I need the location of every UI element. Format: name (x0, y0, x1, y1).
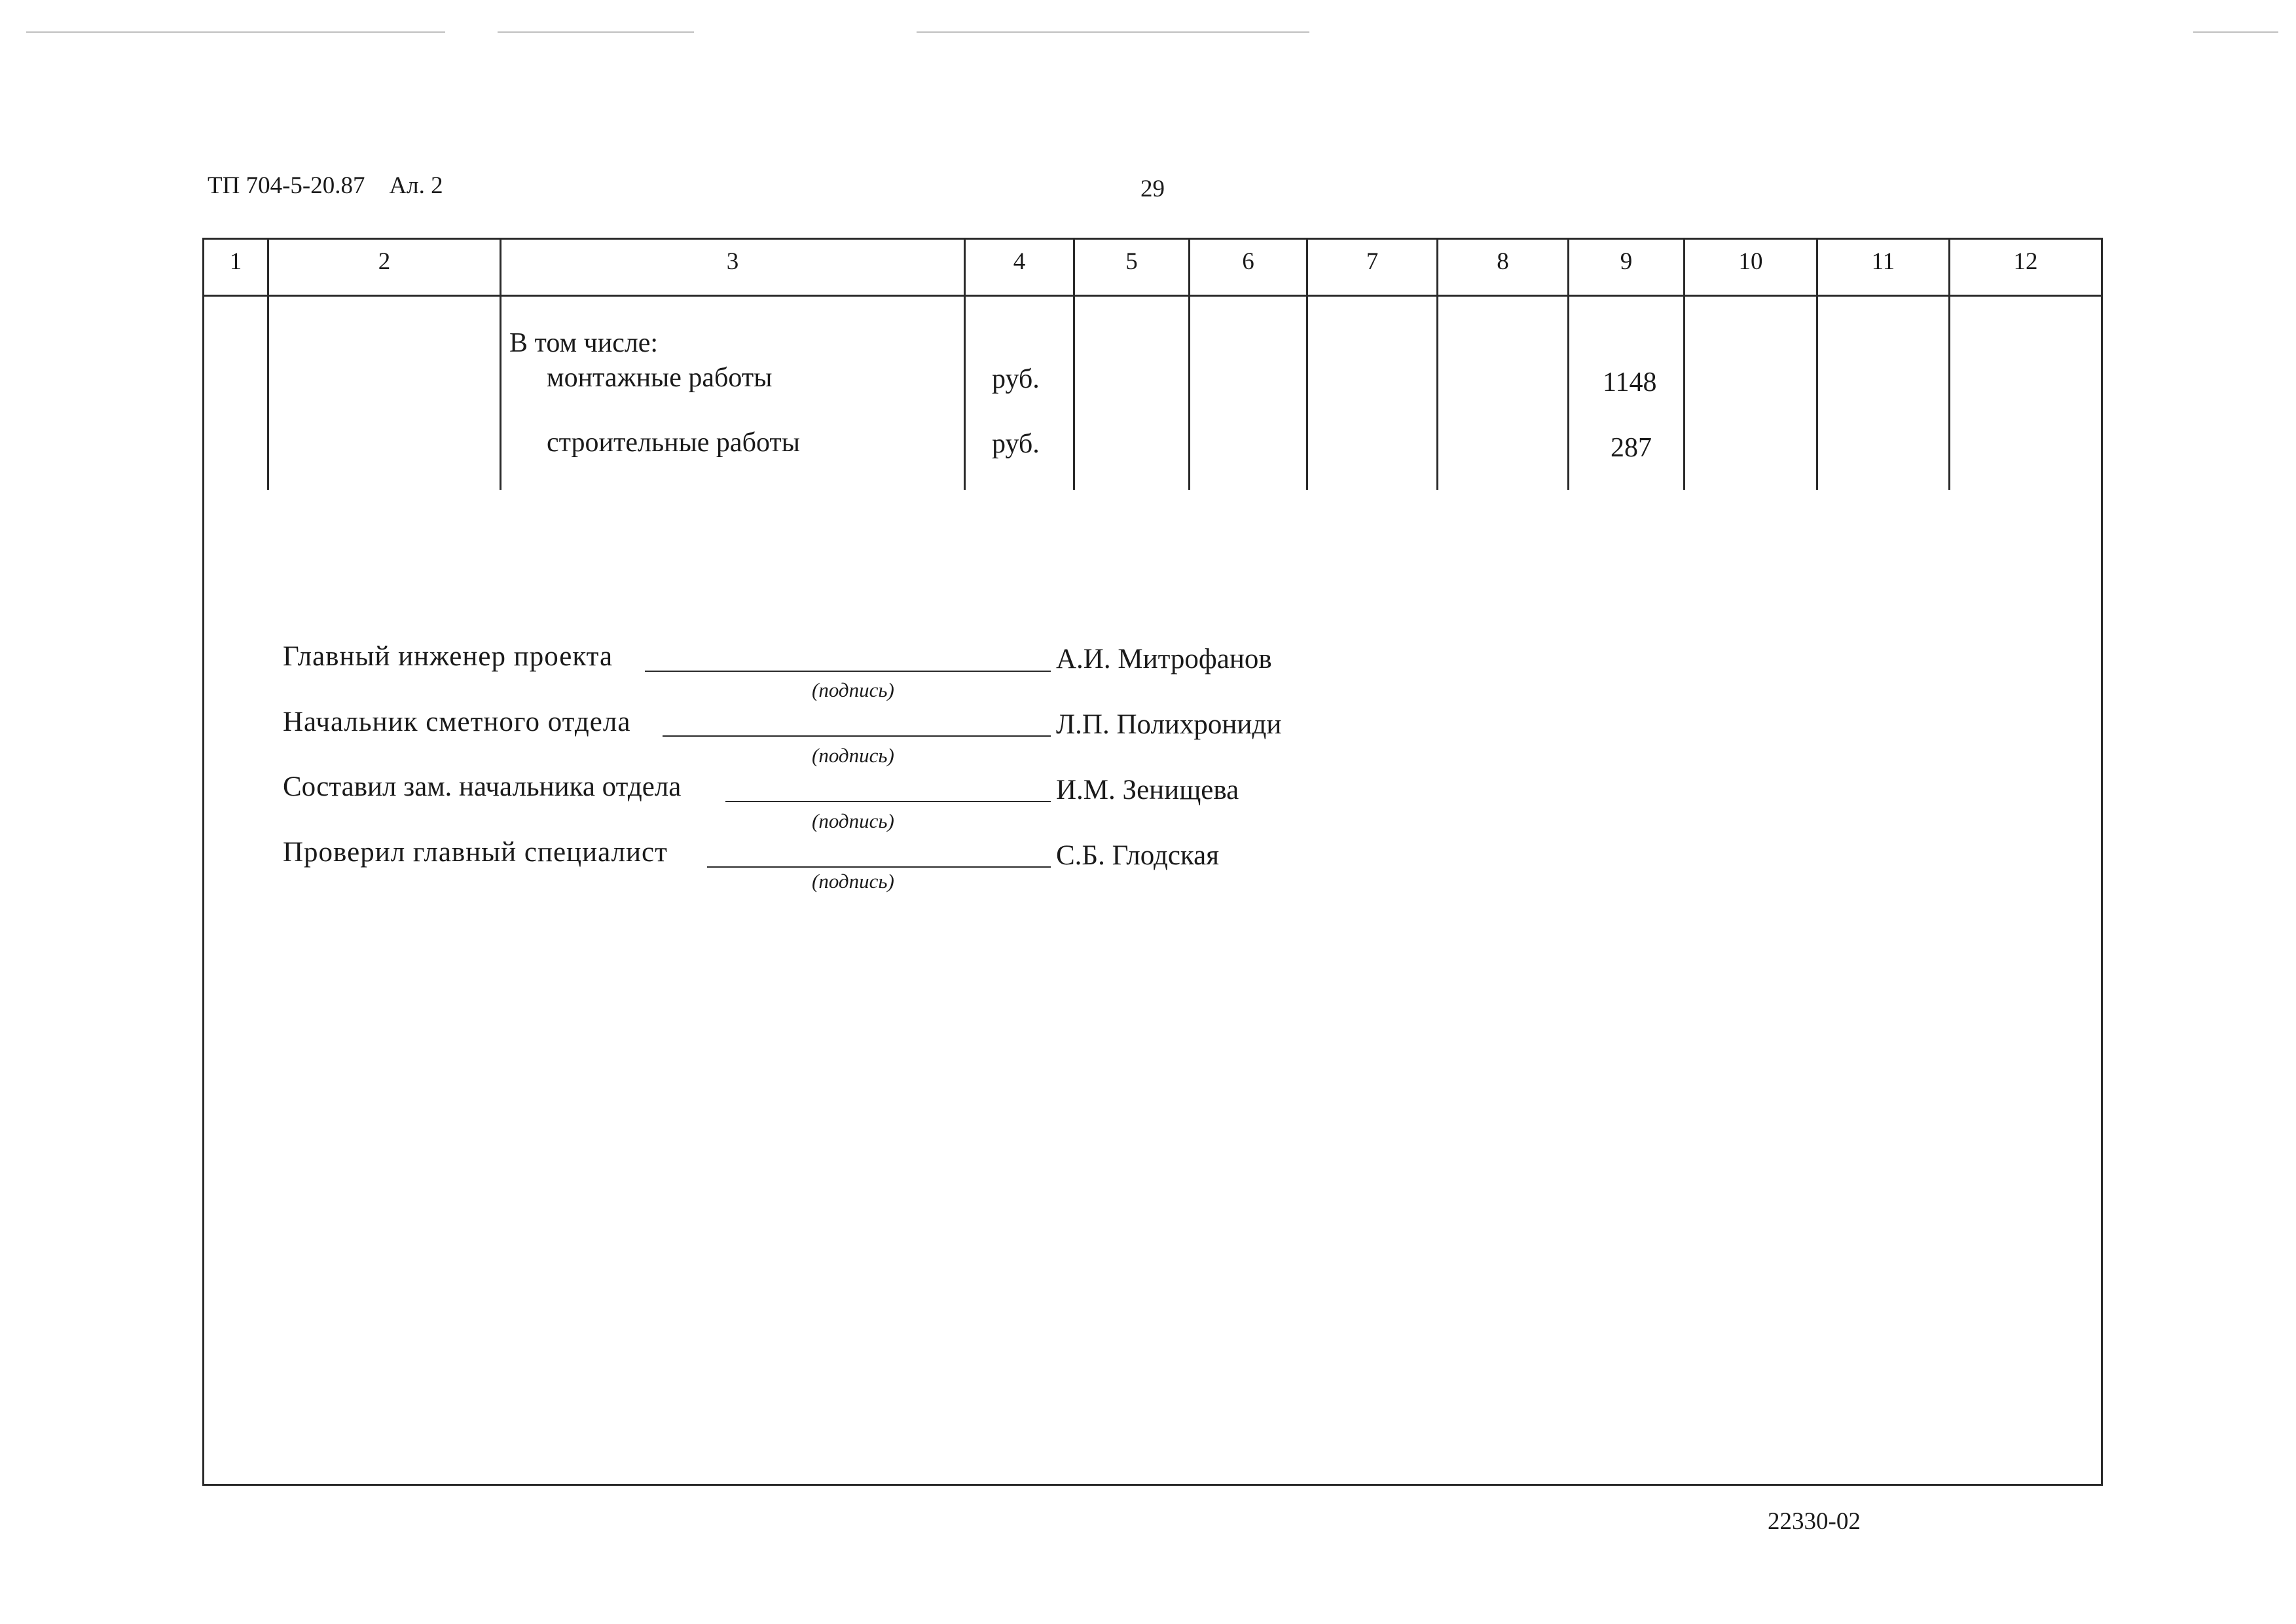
row-heading: В том числе: (509, 328, 659, 358)
signature-role: Начальник сметного отдела (283, 707, 631, 737)
signature-role: Главный инженер проекта (283, 641, 613, 672)
signature-line (707, 866, 1051, 868)
footer-code: 22330-02 (1768, 1508, 1861, 1535)
signature-name: И.М. Зенищева (1056, 775, 1239, 805)
page-number: 29 (1140, 175, 1165, 202)
row-description: строительные работы (547, 428, 800, 458)
scan-artifact (498, 31, 694, 33)
row-unit: руб. (992, 364, 1040, 394)
signature-line (645, 671, 1051, 672)
column-number: 8 (1497, 248, 1509, 275)
signature-caption: (подпись) (812, 809, 894, 832)
column-number: 1 (229, 248, 242, 275)
signature-name: Л.П. Полихрониди (1056, 709, 1282, 740)
document-code: ТП 704-5-20.87 Ал. 2 (208, 172, 443, 199)
scan-artifact (917, 31, 1309, 33)
column-number: 7 (1366, 248, 1379, 275)
row-value: 1148 (1603, 367, 1657, 397)
column-number: 4 (1013, 248, 1026, 275)
column-number: 3 (726, 248, 739, 275)
column-number: 12 (2013, 248, 2038, 275)
column-number: 11 (1871, 248, 1895, 275)
signature-line (725, 801, 1051, 802)
row-unit: руб. (992, 429, 1040, 459)
scan-artifact (26, 31, 445, 33)
signature-role: Проверил главный специалист (283, 837, 668, 868)
signature-caption: (подпись) (812, 678, 894, 701)
row-value: 287 (1611, 433, 1652, 463)
column-number: 9 (1620, 248, 1633, 275)
signature-name: А.И. Митрофанов (1056, 644, 1272, 674)
signature-caption: (подпись) (812, 870, 894, 893)
column-number: 2 (378, 248, 391, 275)
column-number: 6 (1242, 248, 1254, 275)
signature-name: С.Б. Глодская (1056, 840, 1220, 871)
signature-caption: (подпись) (812, 744, 894, 767)
signature-role: Составил зам. начальника отдела (283, 771, 682, 802)
signature-line (663, 735, 1051, 737)
scan-artifact (2193, 31, 2278, 33)
column-number: 5 (1125, 248, 1138, 275)
column-number: 10 (1738, 248, 1763, 275)
row-description: монтажные работы (547, 363, 773, 393)
